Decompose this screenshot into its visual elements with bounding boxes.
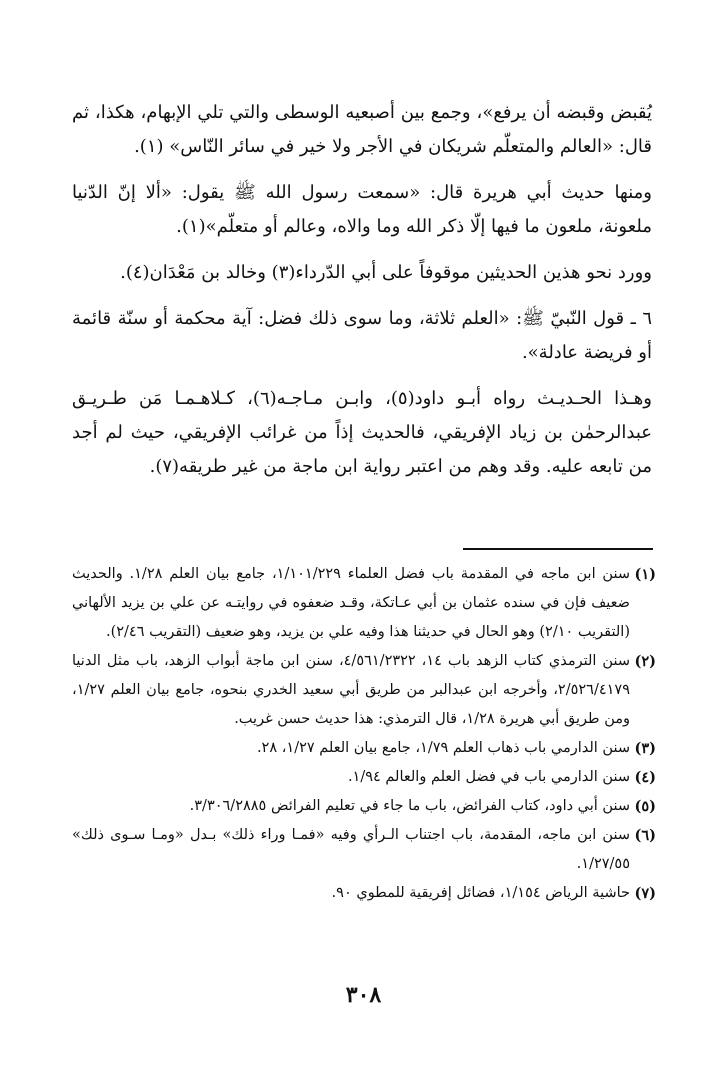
paragraph-1: يُقبض وقبضه أن يرفع»، وجمع بين أصبعيه الوسطى والتي تلي الإبهام، هكذا، ثم قال: «العالم والمتعلّم شريكان في الأجر ولا خير في سائر النّاس» (١).	[72, 102, 652, 157]
footnote-number: (٥)	[634, 798, 656, 815]
footnote-6	[72, 821, 656, 879]
footnote-2	[72, 647, 656, 734]
main-text	[72, 96, 652, 496]
footnote-number: (٧)	[634, 885, 656, 902]
footnote-text: سنن أبي داود، كتاب الفرائض، باب ما جاء في تعليم الفرائض ٣/٣٠٦/٢٨٨٥.	[189, 798, 630, 814]
footnote-3	[72, 734, 656, 763]
footnote-7	[72, 879, 656, 908]
paragraph-5: وهـذا الحـديـث رواه أبـو داود(٥)، وابـن مـاجـه(٦)، كـلاهـمـا مَن طـريـق عبدالرحمٰن بن زياد الإفريقي، فالحديث إذاً من غرائب الإفريقي، حيث لم أجد من تابعه عليه. وقد وهم من اعتبر رواية ابن ماجة من غير طريقه(٧).	[72, 388, 652, 477]
footnote-text: سنن الدارمي باب في فضل العلم والعالم ١/٩٤.	[347, 769, 630, 785]
footnote-number: (١)	[634, 566, 656, 583]
footnote-text: سنن ابن ماجه في المقدمة باب فضل العلماء ١/١٠١/٢٢٩، جامع بيان العلم ١/٢٨. والحديث ضعيف فإن في سنده عثمان بن أبي عـاتكة، وقـد ضعفوه في روايتـه عن علي بن يزيد الألهاني (التقريب ٢/١٠) وهو الحال في حديثنا هذا وفيه علي بن يزيد، وهو ضعيف (التقريب ٢/٤٦).	[72, 566, 630, 640]
paragraph-3: وورد نحو هذين الحديثين موقوفاً على أبي الدّرداء(٣) وخالد بن مَعْدَان(٤).	[120, 262, 652, 283]
footnote-1	[72, 560, 656, 647]
footnote-text: حاشية الرياض ١/١٥٤، فضائل إفريقية للمطوي ٩٠.	[331, 885, 630, 901]
footnote-number: (٣)	[634, 740, 656, 757]
footnote-text: سنن ابن ماجه، المقدمة، باب اجتناب الـرأي وفيه «فمـا وراء ذلك» بـدل «ومـا سـوى ذلك» ١/٢٧/٥٥.	[72, 827, 630, 872]
footnote-separator	[463, 548, 653, 550]
paragraph-2: ومنها حديث أبي هريرة قال: «سمعت رسول الله ﷺ يقول: «ألا إنّ الدّنيا ملعونة، ملعون ما فيها إلّا ذكر الله وما والاه، وعالم أو متعلّم»(١).	[72, 182, 652, 237]
page-number: ٣٠٨	[345, 982, 382, 1008]
footnote-number: (٦)	[634, 827, 656, 844]
footnote-text: سنن الترمذي كتاب الزهد باب ١٤، ٤/٥٦١/٢٣٢٢، سنن ابن ماجة أبواب الزهد، باب مثل الدنيا ٢/٥٢٦/٤١٧٩، وأخرجه ابن عبدالبر من طريق أبي سعيد الخدري بنحوه، جامع بيان العلم ١/٢٧، ومن طريق أبي هريرة ١/٢٨، قال الترمذي: هذا حديث حسن غريب.	[72, 653, 630, 727]
footnote-number: (٢)	[634, 653, 656, 670]
footnote-text: سنن الدارمي باب ذهاب العلم ١/٧٩، جامع بيان العلم ١/٢٧، ٢٨.	[256, 740, 630, 756]
paragraph-4: ٦ ـ قول النّبيّ ﷺ: «العلم ثلاثة، وما سوى ذلك فضل: آية محكمة أو سنّة قائمة أو فريضة عادلة».	[72, 308, 652, 363]
footnote-number: (٤)	[634, 769, 656, 786]
footnote-4	[72, 763, 656, 792]
footnote-5	[72, 792, 656, 821]
footnotes	[72, 560, 656, 908]
